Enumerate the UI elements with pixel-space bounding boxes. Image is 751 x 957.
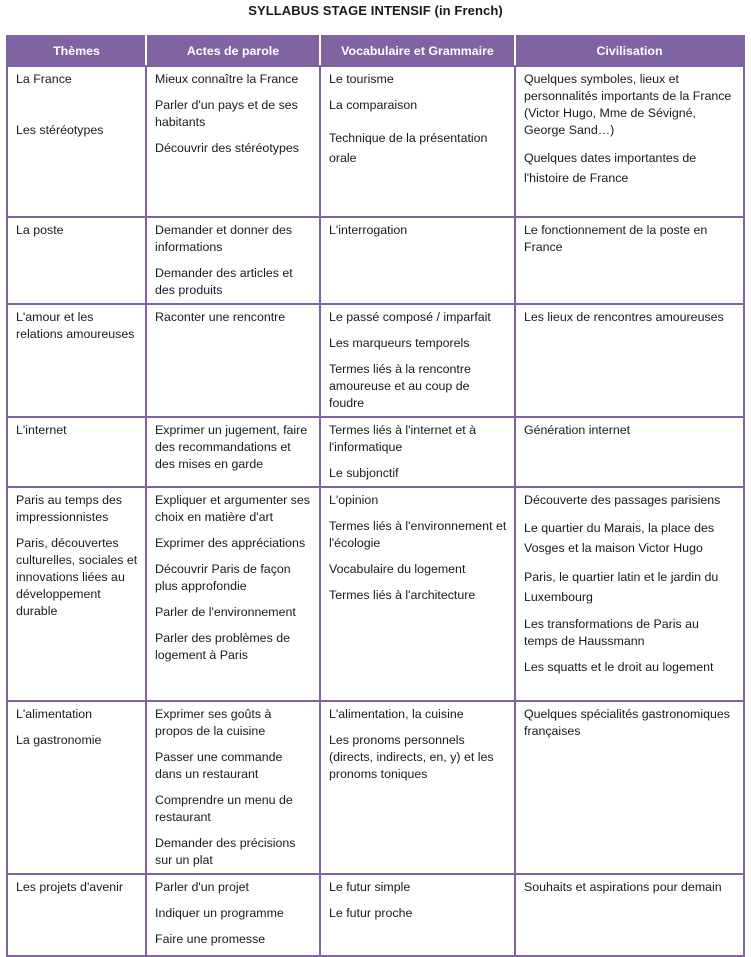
acte-text: Exprimer des appréciations	[155, 536, 306, 550]
vocab-text: Vocabulaire du logement	[329, 562, 466, 576]
cell-civilisation	[515, 66, 744, 217]
acte-text: Raconter une rencontre	[155, 310, 286, 324]
cell-actes	[146, 487, 320, 701]
civ-text: Découverte des passages parisiens	[524, 493, 721, 507]
table-row	[7, 487, 744, 701]
theme-text: La poste	[16, 223, 64, 237]
acte-text: Indiquer un programme	[155, 906, 284, 920]
theme-text: L'internet	[16, 423, 67, 437]
cell-themes	[7, 417, 146, 487]
table-row	[7, 701, 744, 874]
vocab-text: Le tourisme	[329, 72, 394, 86]
cell-vocab	[320, 217, 515, 304]
cell-vocab	[320, 417, 515, 487]
acte-text: Mieux connaître la France	[155, 72, 299, 86]
vocab-text: Technique de la présentation orale	[329, 131, 488, 165]
civ-text: Quelques dates importantes de l'histoire de France	[524, 151, 697, 185]
civ-text: Souhaits et aspirations pour demain	[524, 880, 722, 894]
cell-vocab	[320, 304, 515, 417]
cell-civilisation	[515, 701, 744, 874]
vocab-text: Termes liés à l'environnement et l'écologie	[329, 519, 507, 550]
table-row	[7, 66, 744, 217]
cell-themes	[7, 874, 146, 956]
civ-text: Les lieux de rencontres amoureuses	[524, 310, 724, 324]
cell-civilisation	[515, 417, 744, 487]
acte-text: Expliquer et argumenter ses choix en matière d'art	[155, 493, 310, 524]
acte-text: Faire une promesse	[155, 932, 266, 946]
cell-actes	[146, 417, 320, 487]
table-row	[7, 874, 744, 956]
cell-civilisation	[515, 874, 744, 956]
cell-themes	[7, 701, 146, 874]
cell-vocab	[320, 66, 515, 217]
civ-text: Génération internet	[524, 423, 631, 437]
cell-civilisation	[515, 217, 744, 304]
acte-text: Parler d'un projet	[155, 880, 249, 894]
theme-text: L'alimentation	[16, 707, 93, 721]
cell-themes	[7, 304, 146, 417]
civ-text: Le quartier du Marais, la place des Vosges et la maison Victor Hugo	[524, 521, 715, 555]
theme-text: Les projets d'avenir	[16, 880, 124, 894]
acte-text: Exprimer ses goûts à propos de la cuisine	[155, 707, 272, 738]
vocab-text: La comparaison	[329, 98, 418, 112]
acte-text: Découvrir Paris de façon plus approfondie	[155, 562, 291, 593]
civ-text: Les squatts et le droit au logement	[524, 660, 714, 674]
theme-text: La gastronomie	[16, 733, 102, 747]
cell-themes	[7, 66, 146, 217]
theme-text: Paris au temps des impressionnistes	[16, 493, 123, 524]
table-row	[7, 217, 744, 304]
header-actes: Actes de parole	[146, 36, 320, 66]
acte-text: Demander des précisions sur un plat	[155, 836, 296, 867]
acte-text: Parler de l'environnement	[155, 605, 296, 619]
acte-text: Demander des articles et des produits	[155, 266, 293, 297]
cell-actes	[146, 304, 320, 417]
acte-text: Comprendre un menu de restaurant	[155, 793, 293, 824]
acte-text: Exprimer un jugement, faire des recommandations et des mises en garde	[155, 423, 308, 471]
acte-text: Parler d'un pays et de ses habitants	[155, 98, 298, 129]
vocab-text: Les marqueurs temporels	[329, 336, 470, 350]
vocab-text: L'opinion	[329, 493, 379, 507]
acte-text: Demander et donner des informations	[155, 223, 293, 254]
theme-text: Paris, découvertes culturelles, sociales et innovations liées au développement durable	[16, 536, 138, 618]
cell-vocab	[320, 874, 515, 956]
vocab-text: L'alimentation, la cuisine	[329, 707, 464, 721]
vocab-text: Le subjonctif	[329, 466, 399, 480]
civ-text: Le fonctionnement de la poste en France	[524, 223, 708, 254]
cell-actes	[146, 701, 320, 874]
civ-text: Quelques spécialités gastronomiques françaises	[524, 707, 730, 738]
theme-text: L'amour et les relations amoureuses	[16, 310, 135, 341]
header-vocab: Vocabulaire et Grammaire	[320, 36, 515, 66]
vocab-text: Termes liés à l'architecture	[329, 588, 476, 602]
cell-themes	[7, 217, 146, 304]
cell-actes	[146, 66, 320, 217]
document-title: SYLLABUS STAGE INTENSIF (in French)	[248, 3, 503, 18]
table-row	[7, 304, 744, 417]
cell-vocab	[320, 701, 515, 874]
cell-vocab	[320, 487, 515, 701]
cell-civilisation	[515, 304, 744, 417]
civ-text: Les transformations de Paris au temps de Haussmann	[524, 617, 699, 648]
acte-text: Passer une commande dans un restaurant	[155, 750, 283, 781]
vocab-text: L'interrogation	[329, 223, 408, 237]
vocab-text: Les pronoms personnels (directs, indirects, en, y) et les pronoms toniques	[329, 733, 494, 781]
civ-text: Quelques symboles, lieux et personnalités importants de la France (Victor Hugo, Mme de Sévigné, George Sand…)	[524, 72, 732, 137]
table-row	[7, 417, 744, 487]
syllabus-table	[6, 35, 745, 957]
vocab-text: Termes liés à la rencontre amoureuse et au coup de foudre	[329, 362, 471, 410]
theme-text: La France	[16, 72, 72, 86]
header-row	[7, 36, 744, 66]
theme-text: Les stéréotypes	[16, 123, 104, 137]
cell-actes	[146, 217, 320, 304]
vocab-text: Termes liés à l'internet et à l'informatique	[329, 423, 476, 454]
header-themes: Thèmes	[7, 36, 146, 66]
cell-actes	[146, 874, 320, 956]
header-civilisation: Civilisation	[515, 36, 744, 66]
acte-text: Découvrir des stéréotypes	[155, 141, 299, 155]
acte-text: Parler des problèmes de logement à Paris	[155, 631, 290, 662]
civ-text: Paris, le quartier latin et le jardin du Luxembourg	[524, 570, 719, 604]
cell-civilisation	[515, 487, 744, 701]
vocab-text: Le futur simple	[329, 880, 411, 894]
cell-themes	[7, 487, 146, 701]
vocab-text: Le passé composé / imparfait	[329, 310, 491, 324]
vocab-text: Le futur proche	[329, 906, 413, 920]
